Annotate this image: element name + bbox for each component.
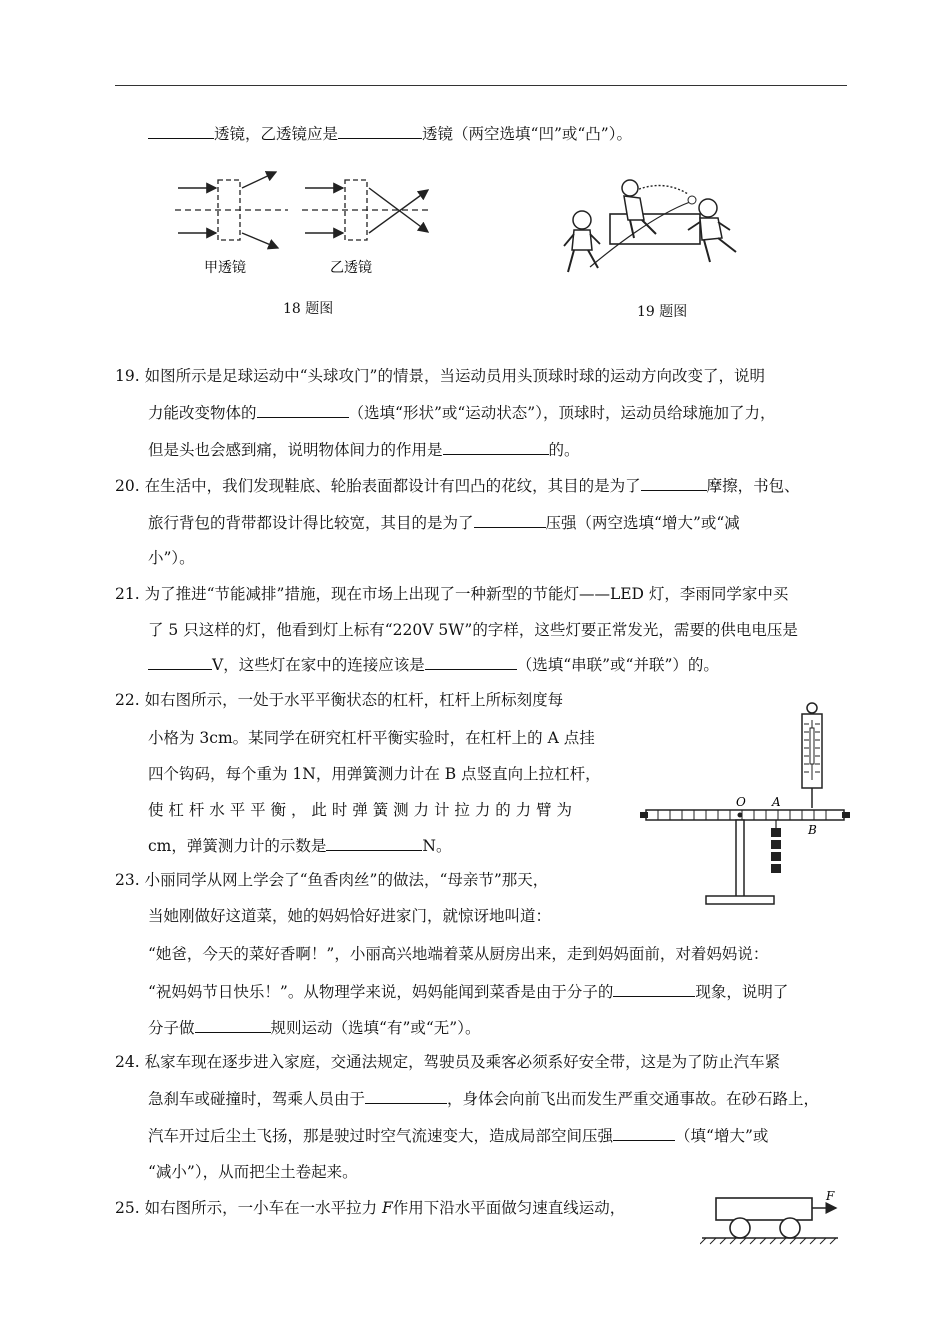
header-shot-figure [560,172,750,287]
header-rule [115,85,847,86]
lever-figure [640,700,850,915]
q22-line-2: 小格为 3cm。某同学在研究杠杆平衡实验时，在杠杆上的 A 点挂 [148,729,595,747]
lever-label-o: O [736,795,746,809]
q24-line-2: 急刹车或碰撞时，驾乘人员由于 ，身体会向前飞出而发生严重交通事故。在砂石路上， [148,1090,820,1108]
q20-line-2: 旅行背包的背带都设计得比较宽，其目的是为了 压强（两空选填“增大”或“减 [148,514,740,532]
q19-line-1: 19. 如图所示是足球运动中“头球攻门”的情景，当运动员用头顶球时球的运动方向改变了，说明 [115,367,765,385]
q25-line-1: 25. 如右图所示，一小车在一水平拉力 F作用下沿水平面做匀速直线运动， [115,1199,626,1217]
q23-line-5: 分子做 规则运动（选填“有”或“无”）。 [148,1019,481,1037]
q24-number: 24. [115,1053,140,1071]
q22-line-1: 22. 如右图所示，一处于水平平衡状态的杠杆，杠杆上所标刻度每 [115,691,564,709]
lens-b-diagram [302,180,432,240]
q21-line-1: 21. 为了推进“节能减排”措施，现在市场上出现了一种新型的节能灯——LED 灯，李雨同学家中买 [115,585,789,603]
q20-blank-2[interactable] [474,513,546,528]
q19-number: 19. [115,367,140,385]
q23-number: 23. [115,871,140,889]
q22-line-5: cm，弹簧测力计的示数是 N。 [148,837,452,855]
q22-blank-force[interactable] [326,836,422,851]
lens-b-label: 乙透镜 [330,260,372,276]
lever-label-a: A [772,795,781,809]
q24-blank-2[interactable] [613,1126,675,1141]
q21-blank-1[interactable] [148,655,212,670]
q21-line-3: V，这些灯在家中的连接应该是 （选填“串联”或“并联”）的。 [148,655,719,675]
q20-line-3: 小”）。 [148,549,195,567]
q24-line-1: 24. 私家车现在逐步进入家庭，交通法规定，驾驶员及乘客必须系好安全带，这是为了防止汽车紧 [115,1053,781,1071]
q24-line-4: “减小”），从而把尘土卷起来。 [148,1163,358,1181]
q19-line-3: 但是头也会感到痛，说明物体间力的作用是 的。 [148,441,580,459]
q20-number: 20. [115,477,140,495]
cart-force-label: F [826,1189,835,1203]
q19-line-2: 力能改变物体的 （选填“形状”或“运动状态”），顶球时，运动员给球施加了力， [148,404,776,422]
q18-tail: 透镜，乙透镜应是 透镜（两空选填“凹”或“凸”）。 [148,124,632,144]
lens-a-label: 甲透镜 [204,260,246,276]
hook-weights [771,828,781,873]
q23-line-4: “祝妈妈节日快乐！”。从物理学来说，妈妈能闻到菜香是由于分子的 现象，说明了 [148,983,789,1001]
fig19-caption: 19 题图 [637,304,688,320]
q23-blank-2[interactable] [195,1018,271,1033]
q23-blank-1[interactable] [613,982,695,997]
q18-blank-1[interactable] [148,124,214,139]
q22-line-4: 使 杠 杆 水 平 平 衡 ， 此 时 弹 簧 测 力 计 拉 力 的 力 臂 为 [148,801,573,819]
q25-number: 25. [115,1199,140,1217]
q24-blank-1[interactable] [365,1089,447,1104]
q22-number: 22. [115,691,140,709]
q18-blank-2[interactable] [338,124,422,139]
q23-line-1: 23. 小丽同学从网上学会了“鱼香肉丝”的做法，“母亲节”那天， [115,871,549,889]
q23-line-3: “她爸，今天的菜好香啊！”，小丽高兴地端着菜从厨房出来，走到妈妈面前，对着妈妈说： [148,945,769,963]
cart-figure [700,1186,840,1248]
spring-scale [802,703,822,808]
lens-a-diagram [175,172,288,248]
lens-figure [170,170,440,285]
q21-number: 21. [115,585,140,603]
q22-line-3: 四个钩码，每个重为 1N，用弹簧测力计在 B 点竖直向上拉杠杆， [148,765,601,783]
q21-blank-2[interactable] [425,655,517,670]
q24-line-3: 汽车开过后尘土飞扬，那是驶过时空气流速变大，造成局部空间压强 （填“增大”或 [148,1127,769,1145]
q21-line-2: 了 5 只这样的灯，他看到灯上标有“220V 5W”的字样，这些灯要正常发光，需要的供电电压是 [148,621,798,639]
lever-stand [736,820,744,898]
q23-line-2: 当她刚做好这道菜，她的妈妈恰好进家门，就惊讶地叫道： [148,907,552,925]
q20-blank-1[interactable] [641,476,707,491]
q19-blank-1[interactable] [257,403,349,418]
cart-body [716,1198,812,1220]
fig18-caption: 18 题图 [283,301,334,317]
lever-label-b: B [808,823,817,837]
q19-blank-2[interactable] [443,440,549,455]
q20-line-1: 20. 在生活中，我们发现鞋底、轮胎表面都设计有凹凸的花纹，其目的是为了 摩擦，书包、 [115,477,800,495]
